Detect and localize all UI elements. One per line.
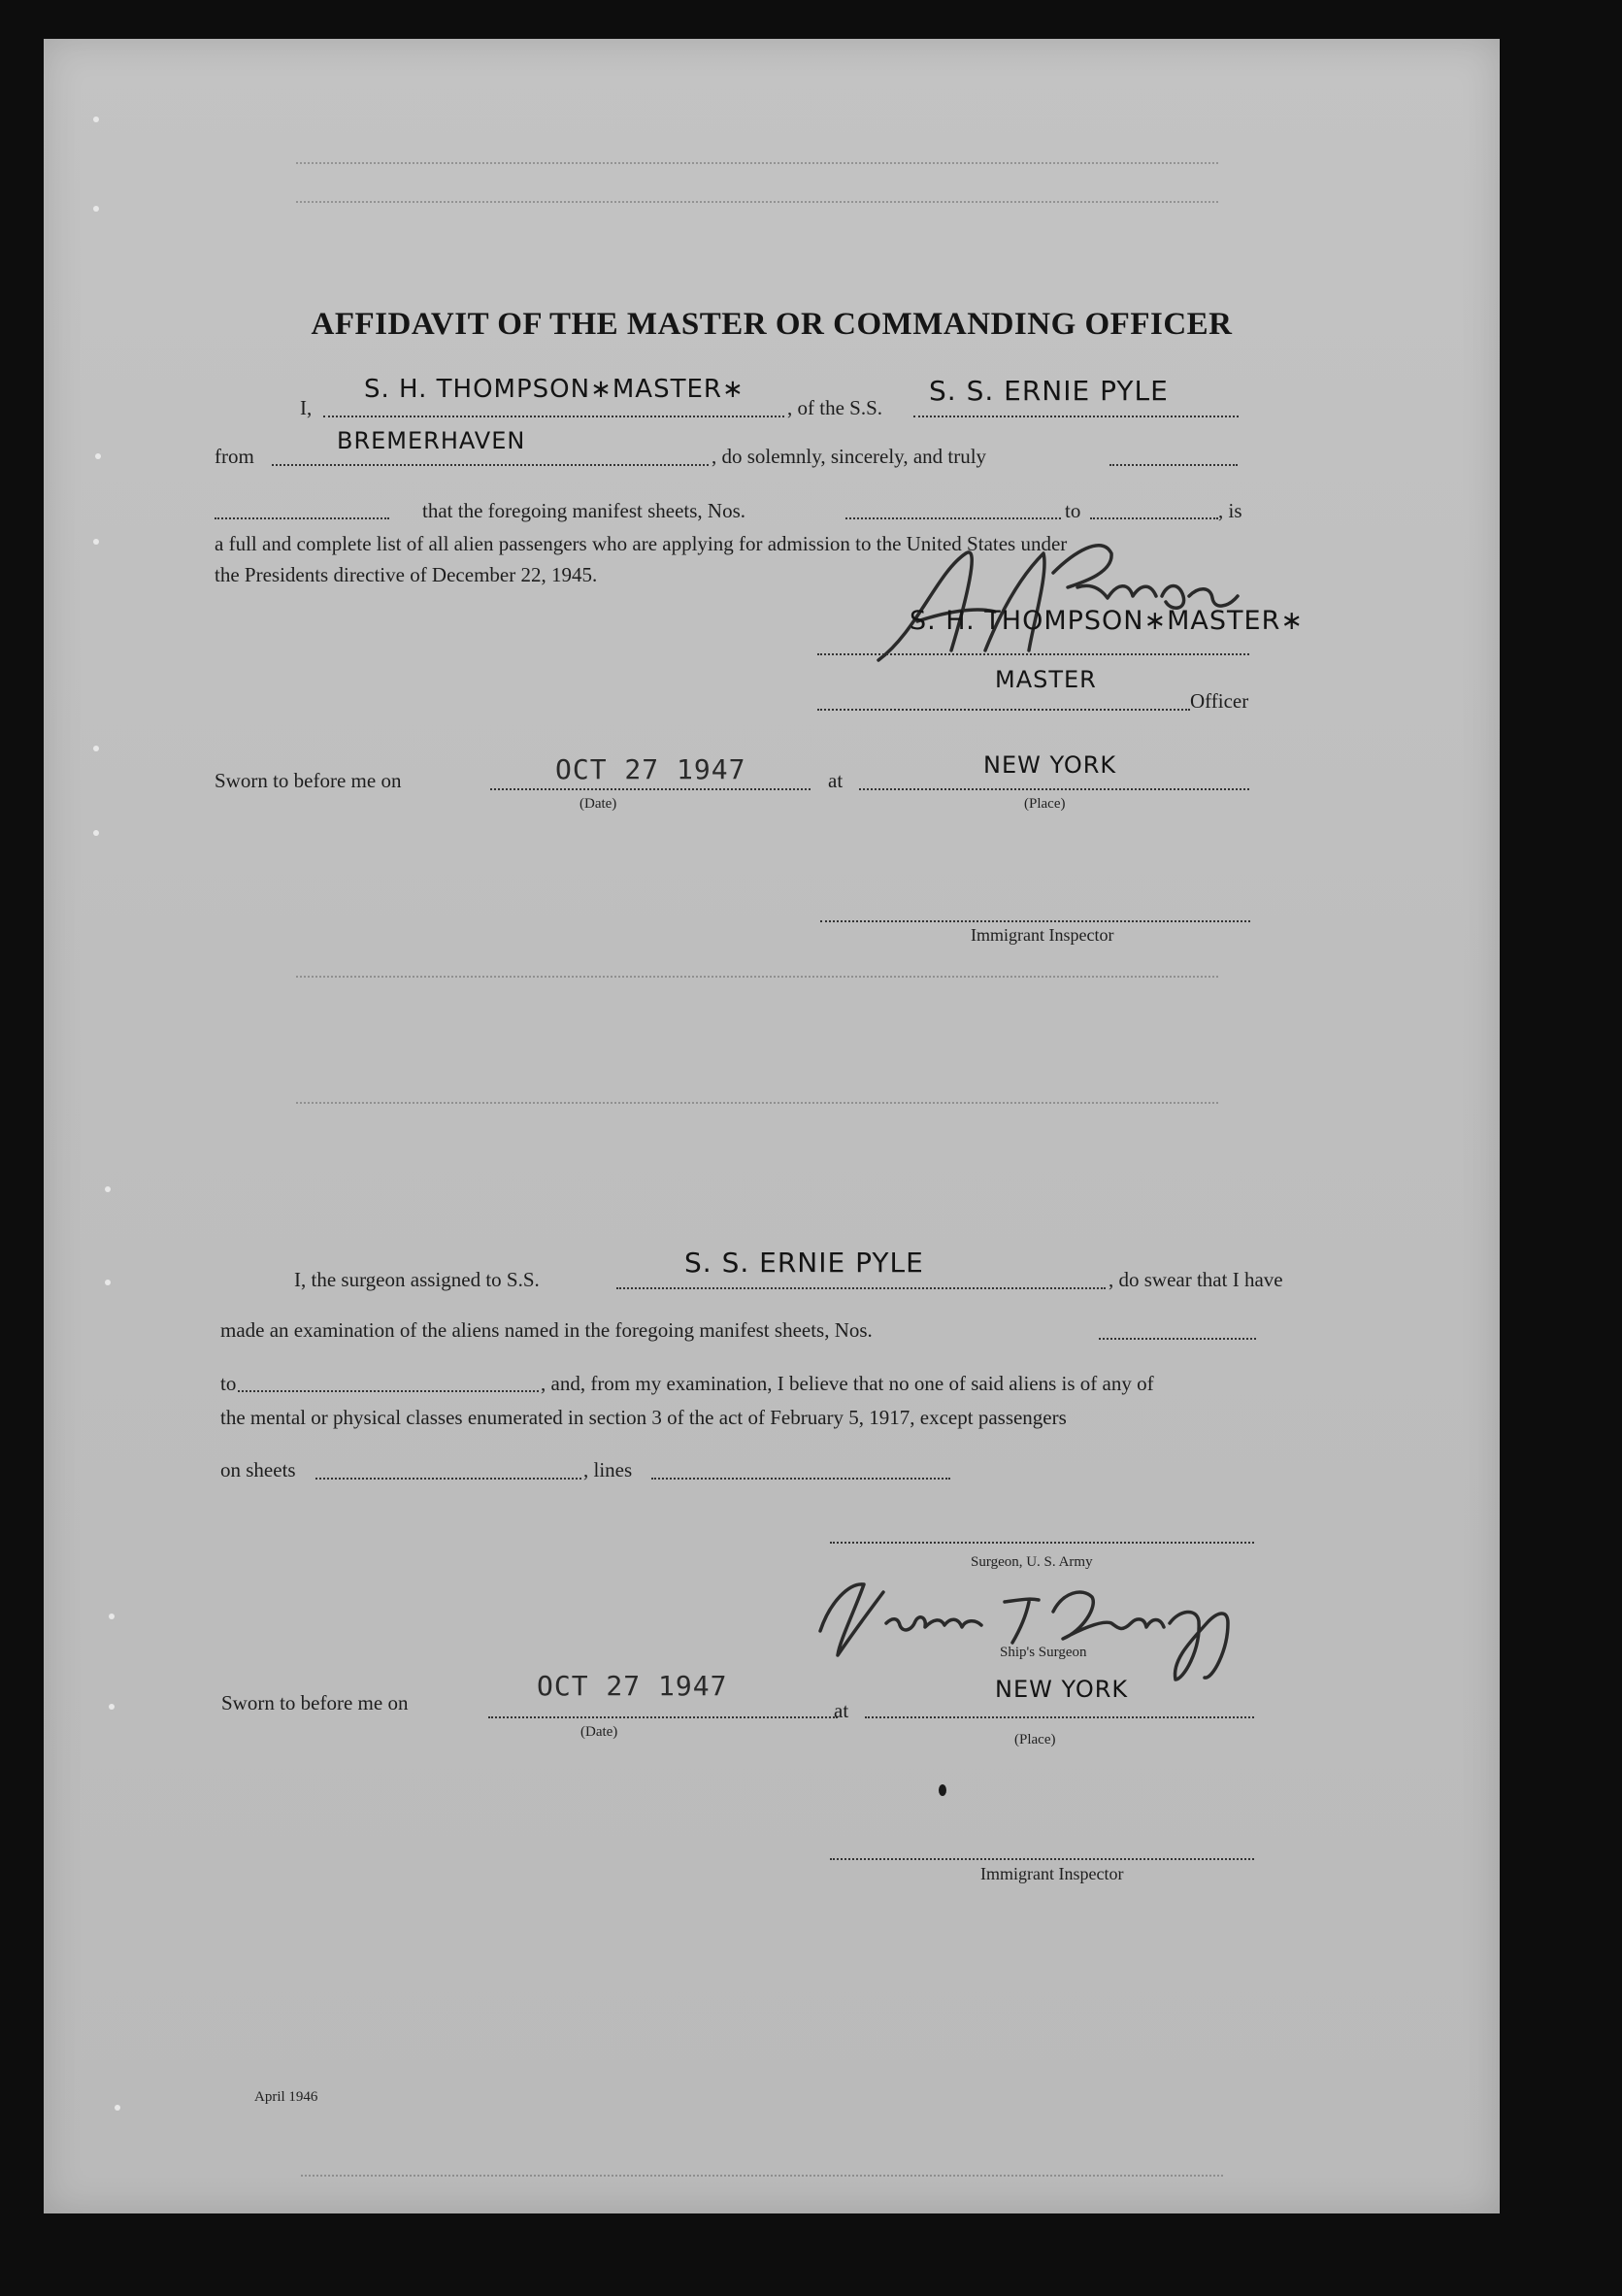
faint-rule	[296, 201, 1218, 203]
edge-dot	[93, 206, 99, 212]
edge-dot	[93, 746, 99, 751]
foregoing-text: that the foregoing manifest sheets, Nos.	[422, 499, 746, 522]
lines-label: , lines	[583, 1458, 633, 1481]
surgeon-sworn-date-value: OCT 27 1947	[537, 1670, 728, 1702]
edge-dot	[95, 453, 101, 459]
surgeon-sworn-place-value: NEW YORK	[995, 1676, 1129, 1703]
rank-value: MASTER	[995, 666, 1097, 693]
of-ss-label: , of the S.S.	[787, 396, 883, 419]
faint-rule	[301, 2175, 1223, 2177]
signer-typed-name: S. H. THOMPSON∗MASTER∗	[910, 606, 1304, 636]
surgeon-ship-line	[616, 1287, 1106, 1289]
surgeon-line-1-post: , do swear that I have	[1109, 1268, 1283, 1291]
ink-mark	[939, 1784, 946, 1796]
surgeon-nos-line	[1099, 1338, 1256, 1340]
date-caption: (Date)	[579, 796, 617, 812]
surgeon-line-2: made an examination of the aliens named in the foregoing manifest sheets, Nos.	[220, 1318, 873, 1342]
surgeon-to-line	[238, 1390, 539, 1392]
document-page	[44, 39, 1500, 2213]
edge-dot	[93, 116, 99, 122]
edge-dot	[109, 1704, 115, 1710]
faint-rule	[296, 976, 1218, 978]
army-surgeon-line	[830, 1542, 1254, 1544]
surgeon-line-3-post: , and, from my examination, I believe that no one of said aliens is of any of	[541, 1372, 1154, 1395]
edge-dot	[105, 1280, 111, 1285]
signer-line	[817, 653, 1249, 655]
affidavit-line-3: the Presidents directive of December 22, 1945.	[215, 563, 598, 586]
form-date: April 1946	[254, 2089, 318, 2105]
surgeon-sworn-place-line	[865, 1716, 1254, 1718]
sworn-place-value: NEW YORK	[983, 751, 1117, 779]
ship-name-line	[913, 416, 1239, 417]
edge-dot	[105, 1186, 111, 1192]
from-label: from	[215, 445, 254, 468]
surgeon-to-label: to	[220, 1372, 237, 1395]
ship-name-value: S. S. ERNIE PYLE	[929, 375, 1169, 407]
edge-dot	[93, 830, 99, 836]
faint-rule	[296, 162, 1218, 164]
surgeon-line-4: the mental or physical classes enumerated in section 3 of the act of February 5, 1917, except passengers	[220, 1406, 1067, 1429]
page-title: AFFIDAVIT OF THE MASTER OR COMMANDING OFFICER	[311, 307, 1233, 342]
surgeon-sworn-label: Sworn to before me on	[221, 1691, 409, 1714]
surgeon-inspector-line	[830, 1858, 1254, 1860]
to-label: to	[1065, 499, 1081, 522]
surgeon-at-label: at	[834, 1699, 849, 1722]
affidavit-line-2: a full and complete list of all alien passengers who are applying for admission to the United States under	[215, 532, 1068, 555]
surgeon-line-1-pre: I, the surgeon assigned to S.S.	[294, 1268, 540, 1291]
surgeon-ship-value: S. S. ERNIE PYLE	[684, 1247, 924, 1279]
is-label: , is	[1218, 499, 1242, 522]
solemnly-text: , do solemnly, sincerely, and truly	[712, 445, 987, 468]
inspector-line	[820, 920, 1250, 922]
officer-label: Officer	[1190, 689, 1249, 713]
sheets-label: on sheets	[220, 1458, 296, 1481]
sheets-line	[315, 1478, 581, 1480]
surgeon-date-caption: (Date)	[580, 1724, 618, 1740]
truly-line	[1109, 464, 1238, 466]
blank-line	[215, 517, 389, 519]
surgeon-place-caption: (Place)	[1014, 1732, 1056, 1747]
sworn-place-line	[859, 788, 1249, 790]
faint-rule	[296, 1102, 1218, 1104]
sworn-date-value: OCT 27 1947	[555, 753, 746, 785]
master-name-line	[323, 416, 784, 417]
edge-dot	[115, 2105, 120, 2111]
surgeon-sworn-date-line	[488, 1716, 838, 1718]
sworn-label: Sworn to before me on	[215, 769, 402, 792]
from-port-line	[272, 464, 709, 466]
place-caption: (Place)	[1024, 796, 1066, 812]
lines-line	[651, 1478, 950, 1480]
master-name-value: S. H. THOMPSON∗MASTER∗	[364, 375, 745, 404]
edge-dot	[93, 539, 99, 545]
i-label: I,	[300, 396, 313, 419]
surgeon-inspector-caption: Immigrant Inspector	[980, 1864, 1124, 1883]
edge-dot	[109, 1614, 115, 1619]
army-caption: Surgeon, U. S. Army	[971, 1554, 1093, 1570]
at-label: at	[828, 769, 844, 792]
ships-surgeon-caption: Ship's Surgeon	[1000, 1645, 1087, 1660]
inspector-caption: Immigrant Inspector	[971, 925, 1114, 945]
rank-line	[817, 709, 1190, 711]
sworn-date-line	[490, 788, 811, 790]
from-port-value: BREMERHAVEN	[337, 427, 526, 454]
